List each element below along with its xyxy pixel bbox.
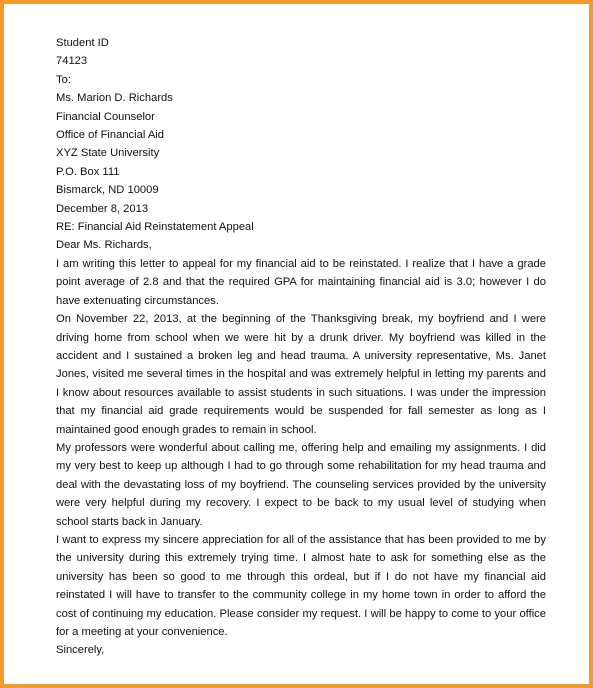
body-paragraph: I want to express my sincere appreciation for all of the assistance that has been provided to me by the university during this extremely trying time. I almost hate to ask for something else as the university has been so good to me through this ordeal, but if I do not have my financial aid reinstated I will have to transfer to the community college in my home town in order to afford the cost of continuing my education. Please consider my request. I will be happy to come to your office for a meeting at your convenience. xyxy=(56,533,546,638)
closing: Sincerely, xyxy=(56,644,105,657)
po-box: P.O. Box 111 xyxy=(56,165,120,178)
appeal-letter xyxy=(56,34,546,660)
recipient-title: Financial Counselor xyxy=(56,110,155,123)
subject-line: RE: Financial Aid Reinstatement Appeal xyxy=(56,221,254,234)
body-paragraph: My professors were wonderful about calling me, offering help and emailing my assignments. I did my very best to keep up although I had to go through some rehabilitation for my head trauma and deal with the devastating loss of my boyfriend. The counseling services provided by the university were very helpful during my recovery. I expect to be back to my usual level of studying when school starts back in January. xyxy=(56,441,546,528)
recipient-name: Ms. Marion D. Richards xyxy=(56,92,173,105)
body-paragraph: I am writing this letter to appeal for my financial aid to be reinstated. I realize that I have a grade point average of 2.8 and that the required GPA for maintaining financial aid is 3.0; however I do have extenuating circumstances. xyxy=(56,257,546,307)
to-label: To: xyxy=(56,73,71,86)
student-id-label: Student ID xyxy=(56,37,109,49)
city-state-zip: Bismarck, ND 10009 xyxy=(56,184,159,197)
office-name: Office of Financial Aid xyxy=(56,129,164,142)
letter-date: December 8, 2013 xyxy=(56,202,149,215)
salutation: Dear Ms. Richards, xyxy=(56,239,152,252)
body-paragraph: On November 22, 2013, at the beginning of the Thanksgiving break, my boyfriend and I were driving home from school when we were hit by a drunk driver. My boyfriend was killed in the accident and I sustained a broken leg and head trauma. A university representative, Ms. Janet Jones, visited me several times in the hospital and was extremely helpful in letting my parents and I know about resources available to assist students in such situations. I was under the impression that my financial aid grade requirements would be suspended for fall semester as long as I maintained good enough grades to remain in school. xyxy=(56,313,546,436)
student-id: 74123 xyxy=(56,55,88,68)
institution-name: XYZ State University xyxy=(56,147,160,160)
